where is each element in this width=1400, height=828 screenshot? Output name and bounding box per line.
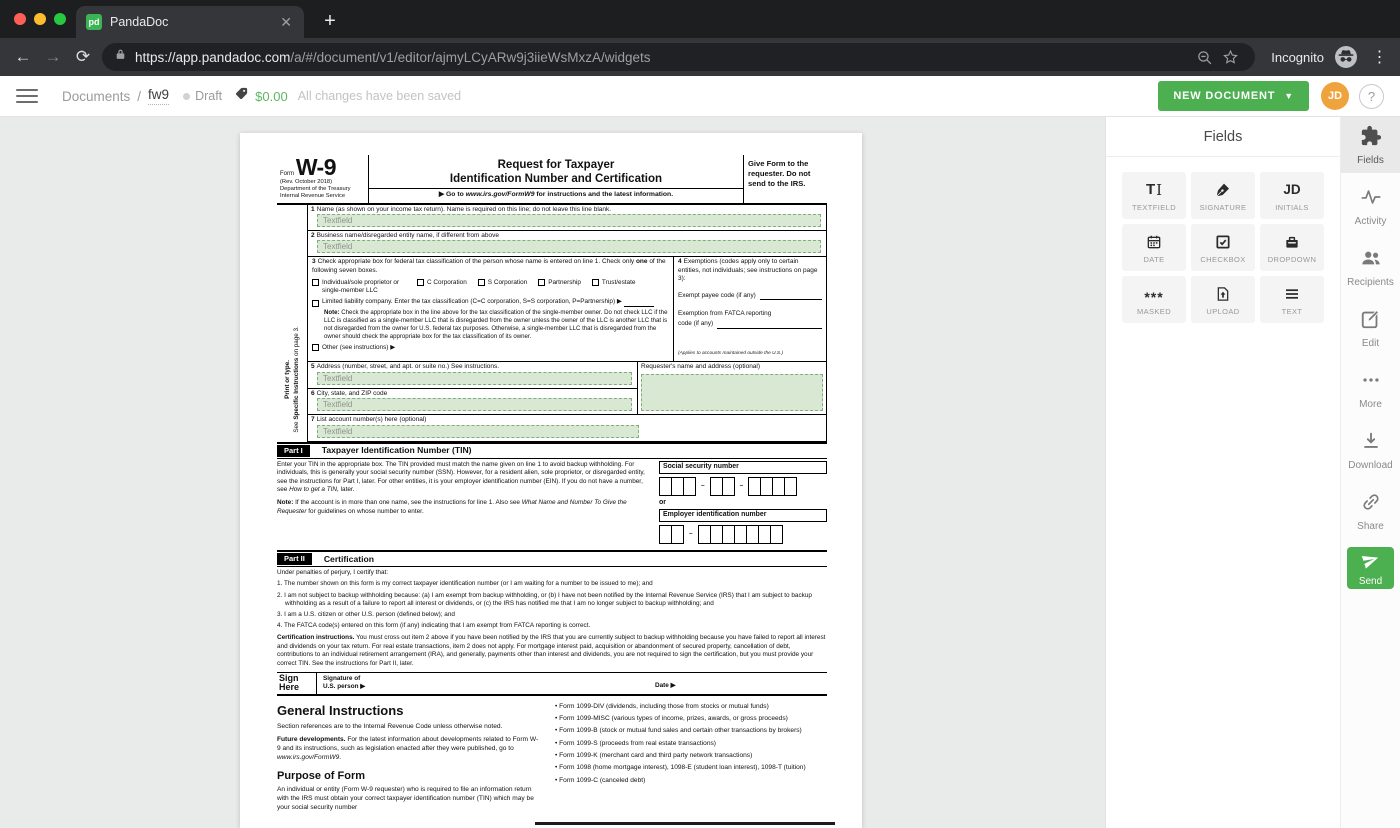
document-price[interactable]: $0.00 [255, 88, 288, 104]
w9-title-block [369, 155, 743, 203]
rail-item-more[interactable]: More [1341, 361, 1400, 417]
activity-pulse-icon [1360, 186, 1382, 213]
checkbox-other: Other (see instructions) ▶ [312, 344, 669, 352]
llc-classification-blank [624, 300, 654, 307]
textfield-icon: T I [1145, 180, 1163, 199]
checkbox-box-icon [417, 279, 424, 286]
window-minimize-button[interactable] [34, 13, 46, 25]
share-link-icon [1360, 491, 1382, 518]
part2-body [277, 567, 827, 671]
field-item-text[interactable]: TEXT [1260, 276, 1324, 323]
part1-body [277, 459, 827, 550]
upload-icon [1215, 284, 1231, 304]
tin-boxes [659, 461, 827, 546]
perjury-line: Under penalties of perjury, I certify that: [277, 569, 389, 577]
w9-line5-label: Address (number, street, and apt. or suite no.) See instructions. [316, 363, 500, 371]
checkbox-llc: Limited liability company. Enter the tax classification (C=C corporation, S=S corporation, P=Partnership) ▶ [312, 298, 669, 306]
edit-pencil-icon [1360, 308, 1382, 335]
back-button[interactable]: ← [14, 47, 32, 66]
sign-here-label: Sign Here [277, 673, 317, 694]
w9-line7-label: List account number(s) here (optional) [316, 416, 427, 424]
w9-line3-line4 [308, 257, 826, 362]
w9-line5: 5 Address (number, street, and apt. or suite no.) See instructions. Textfield [308, 362, 637, 384]
certification-instructions: Certification instructions. You must cross out item 2 above if you have been notified by the IRS that you are currently subject to backup withholding because you have failed to report all interest and dividends on your tax return. For real estate transactions, item 2 does not apply. For mortgage interest paid, acquisition or abandonment of secured property, cancellation of debt, contributions to an individual retirement arrangement (IRA), and generally, payments other than interest and dividends, you are not required to sign the certification, but you must provide your correct TIN. See the instructions for Part II, later. [277, 634, 826, 667]
part2-chip: Part II [277, 553, 312, 565]
calendar-icon [1146, 232, 1162, 252]
breadcrumb-documents[interactable]: Documents [62, 88, 131, 104]
bullet-1098: • Form 1098 (home mortgage interest), 1098-E (student loan interest), 1098-T (tuition) [555, 764, 827, 773]
textfield-widget-city-state-zip[interactable]: Textfield [317, 398, 632, 411]
tax-classification-checkboxes [312, 279, 669, 295]
rail-item-share[interactable]: Share [1341, 483, 1400, 539]
url-domain: https://app.pandadoc.com [135, 49, 291, 65]
goto-link: www.irs.gov/FormW9 [465, 191, 535, 199]
w9-dept1: Department of the Treasury [280, 186, 351, 193]
goto-post: for instructions and the latest information. [534, 191, 674, 199]
app-header [0, 76, 1400, 117]
w9-form-name: W-9 [295, 154, 337, 180]
w9-dept2: Internal Revenue Service [280, 193, 346, 200]
puzzle-icon [1360, 125, 1382, 152]
checkbox-trust-estate: Trust/estate [592, 279, 636, 295]
part2-title: Certification [323, 553, 374, 564]
ssn-label: Social security number [659, 461, 827, 474]
fatca-line1: Exemption from FATCA reporting [678, 310, 772, 318]
browser-toolbar [0, 38, 1400, 76]
goto-pre: ▶ Go to [438, 191, 466, 199]
checkbox-c-corp: C Corporation [417, 279, 467, 295]
checkbox-partnership: Partnership [538, 279, 581, 295]
textfield-widget-address[interactable]: Textfield [317, 372, 632, 385]
window-zoom-button[interactable] [54, 13, 66, 25]
signature-pen-icon [1215, 180, 1231, 200]
section-references: Section references are to the Internal Revenue Code unless otherwise noted. [277, 723, 503, 731]
url-text [135, 50, 651, 65]
rail-item-fields[interactable]: Fields [1341, 117, 1400, 173]
textfield-widget-requester[interactable] [641, 374, 823, 411]
user-avatar[interactable]: JD [1321, 82, 1349, 110]
field-item-initials[interactable]: JD INITIALS [1260, 172, 1324, 219]
w9-title-line2: Identification Number and Certification [449, 172, 663, 185]
textfield-widget-name[interactable]: Textfield [317, 214, 821, 227]
checkbox-box-icon [312, 300, 319, 307]
recipients-people-icon [1360, 247, 1382, 274]
sign-here-row [277, 672, 827, 696]
w9-line2: 2 Business name/disregarded entity name, if different from above Textfield [308, 231, 826, 257]
part2-bar [277, 550, 827, 567]
future-developments: Future developments. For the latest information about developments related to Form W-9 and its instructions, such as legislation enacted after they were published, go to www.irs.gov/FormW9. [277, 736, 539, 762]
part1-note: Note: If the account is in more than one name, see the instructions for line 1. Also see What Name and Number To Give the Requester for guidelines on whose number to enter. [277, 499, 627, 515]
w9-give-form-note: Give Form to the requester. Do not send to the IRS. [743, 155, 827, 203]
exempt-payee-line: Exempt payee code (if any) [678, 292, 822, 300]
fatca-line2: code (if any) [678, 320, 822, 328]
textfield-widget-account-numbers[interactable]: Textfield [317, 425, 639, 438]
send-button[interactable]: Send [1347, 547, 1394, 589]
right-rail [1340, 117, 1400, 828]
new-document-button[interactable] [1158, 81, 1309, 111]
bookmark-star-icon[interactable] [1217, 44, 1243, 70]
general-instructions [277, 696, 827, 817]
chevron-down-icon: ▼ [1284, 91, 1294, 101]
price-tag-icon[interactable] [234, 86, 249, 106]
w9-header [277, 155, 827, 205]
w9-line4-label: Exemptions (codes apply only to certain entities, not individuals; see instructions on page 3): [678, 258, 818, 283]
breadcrumb-separator: / [137, 88, 142, 104]
pandadoc-favicon: pd [86, 14, 102, 30]
bullet-1099-s: • Form 1099-S (proceeds from real estate transactions) [555, 740, 827, 749]
dropdown-icon [1284, 232, 1300, 252]
more-dots-icon [1360, 369, 1382, 396]
checkbox-box-icon [312, 344, 319, 351]
w9-line4-exemptions: 4 Exemptions (codes apply only to certain entities, not individuals; see instructions on page 3): Exempt payee code (if any) Exemption from FATCA reporting code (if any) (Applies to accounts maintained outside the U.S.) [674, 257, 826, 361]
gutter-see-instructions: See Specific Instructions on page 3. [293, 326, 301, 433]
ssn-cells: – – [659, 477, 827, 496]
incognito-icon[interactable] [1334, 45, 1358, 69]
bullet-1099-k: • Form 1099-K (merchant card and third party network transactions) [555, 752, 827, 761]
w9-rows [284, 205, 827, 442]
autosave-status: All changes have been saved [297, 89, 462, 103]
checkbox-icon [1215, 232, 1231, 252]
hamburger-menu-icon[interactable] [16, 89, 38, 103]
checkbox-box-icon [538, 279, 545, 286]
help-button[interactable]: ? [1359, 84, 1384, 109]
lock-icon [114, 47, 127, 67]
w9-revision: (Rev. October 2018) [280, 178, 333, 185]
w9-left-gutter [278, 260, 307, 500]
cert-item-4: 4. The FATCA code(s) entered on this form (if any) indicating that I am exempt from FATCA reporting is correct. [277, 622, 591, 630]
field-item-date[interactable]: DATE [1122, 224, 1186, 271]
incognito-label: Incognito [1271, 49, 1324, 65]
cert-item-3: 3. I am a U.S. citizen or other U.S. person (defined below); and [277, 611, 455, 619]
tab-close-icon[interactable]: ✕ [280, 13, 292, 30]
w9-title-line1: Request for Taxpayer [497, 159, 615, 171]
page-bottom-rule [535, 822, 835, 825]
checkbox-box-icon [312, 279, 319, 286]
gutter-print-or-type: Print or type. [284, 360, 292, 399]
field-item-checkbox[interactable]: CHECKBOX [1191, 224, 1255, 271]
cert-item-1: 1. The number shown on this form is my correct taxpayer identification number (or I am waiting for a number to be issued to me); and [277, 580, 653, 588]
new-document-label: NEW DOCUMENT [1173, 90, 1276, 102]
fields-grid [1106, 157, 1340, 323]
browser-menu-icon[interactable]: ⋮ [1371, 49, 1389, 66]
new-tab-button[interactable]: + [324, 10, 336, 32]
bullet-1099-c: • Form 1099-C (canceled debt) [555, 777, 827, 786]
forward-button[interactable]: → [44, 47, 62, 66]
field-item-textfield[interactable]: T I TEXTFIELD [1122, 172, 1186, 219]
document-page[interactable] [240, 133, 862, 828]
w9-line7: 7 List account number(s) here (optional) Textfield [308, 415, 826, 441]
w9-line1-label: Name (as shown on your income tax return). Name is required on this line; do not leave this line blank. [316, 205, 612, 213]
field-item-upload[interactable]: UPLOAD [1191, 276, 1255, 323]
status-badge: Draft [195, 89, 223, 103]
window-controls [14, 13, 66, 25]
text-lines-icon [1284, 284, 1300, 304]
field-item-masked[interactable]: *** MASKED [1122, 276, 1186, 323]
requester-label: Requester's name and address (optional) [641, 363, 761, 371]
checkbox-box-icon [592, 279, 599, 286]
send-plane-icon [1361, 550, 1381, 575]
field-item-signature[interactable]: SIGNATURE [1191, 172, 1255, 219]
rail-item-edit[interactable]: Edit [1341, 300, 1400, 356]
form-bullet-list [555, 703, 827, 817]
tab-title: PandaDoc [110, 15, 169, 29]
exempt-payee-blank [760, 293, 822, 300]
bullet-1099-b: • Form 1099-B (stock or mutual fund sales and certain other transactions by brokers) [555, 727, 827, 736]
or-label: or [659, 498, 666, 506]
w9-line3-note: Note: Check the appropriate box in the line above for the tax classification of the single-member owner. Do not check LLC if the LLC is classified as a single-member LLC that is disregarded from the owner unless the owner of the LLC is another LLC that is not disregarded from the owner for U.S. federal tax purposes. Otherwise, a single-member LLC that is disregarded from the owner should check the appropriate box for the tax classification of its owner. [324, 308, 668, 340]
w9-form-number-block [277, 155, 369, 203]
browser-tabstrip [0, 0, 1400, 38]
purpose-of-form-title: Purpose of Form [277, 769, 366, 782]
ein-label: Employer identification number [659, 509, 827, 522]
address-bar[interactable] [102, 43, 1255, 71]
rail-item-recipients[interactable]: Recipients [1341, 239, 1400, 295]
w9-line1: 1 Name (as shown on your income tax return). Name is required on this line; do not leave this line blank. Textfield [308, 205, 826, 231]
signature-of-label: Signature of U.S. person ▶ [323, 674, 366, 690]
date-label: Date ▶ [655, 681, 676, 689]
w9-line6: 6 City, state, and ZIP code Textfield [308, 388, 637, 411]
editor-workspace [0, 117, 1400, 828]
fields-panel [1105, 117, 1340, 828]
w9-form [277, 155, 827, 817]
masked-icon: *** [1144, 289, 1164, 305]
checkbox-individual: Individual/sole proprietor or single-member LLC [312, 279, 409, 295]
zoom-out-icon[interactable] [1191, 44, 1217, 70]
initials-icon: JD [1283, 182, 1301, 197]
window-close-button[interactable] [14, 13, 26, 25]
checkbox-box-icon [478, 279, 485, 286]
download-icon [1360, 430, 1382, 457]
bullet-1099-div: • Form 1099-DIV (dividends, including those from stocks or mutual funds) [555, 703, 827, 712]
field-item-dropdown[interactable]: DROPDOWN [1260, 224, 1324, 271]
part1-paragraph1: Enter your TIN in the appropriate box. The TIN provided must match the name given on line 1 to avoid backup withholding. For individuals, this is generally your social security number (SSN). However, for a resident alien, sole proprietor, or disregarded entity, see the instructions for Part I, later. For other entities, it is your employer identification number (EIN). If you do not have a number, see How to get a TIN, later. [277, 460, 645, 494]
ein-cells: – [659, 525, 827, 544]
fields-panel-title: Fields [1106, 117, 1340, 157]
w9-goto-line [369, 188, 743, 203]
rail-item-activity[interactable]: Activity [1341, 178, 1400, 234]
fatca-blank [717, 322, 822, 329]
w9-line6-label: City, state, and ZIP code [316, 389, 388, 397]
browser-tab[interactable] [76, 6, 304, 38]
w9-line2-label: Business name/disregarded entity name, if different from above [316, 231, 499, 239]
w9-line5-line6 [308, 362, 826, 415]
purpose-paragraph: An individual or entity (Form W-9 requester) who is required to file an information return with the IRS must obtain your correct taxpayer identification number (TIN) which may be your social security number [277, 786, 534, 812]
w9-requester-block [638, 362, 826, 414]
textfield-widget-business-name[interactable]: Textfield [317, 240, 821, 253]
general-instructions-title: General Instructions [277, 702, 404, 718]
part1-title: Taxpayer Identification Number (TIN) [321, 445, 472, 456]
w9-form-word: Form [280, 171, 294, 177]
checkbox-s-corp: S Corporation [478, 279, 527, 295]
applies-note: (Applies to accounts maintained outside the U.S.) [678, 351, 784, 357]
bullet-1099-misc: • Form 1099-MISC (various types of income, prizes, awards, or gross proceeds) [555, 715, 827, 724]
status-dot [183, 93, 190, 100]
cert-item-2: 2. I am not subject to backup withholding because: (a) I am exempt from backup withholding, or (b) I have not been notified by the Internal Revenue Service (IRS) that I am subject to backup withholding as a result of a failure to report all interest or dividends, or (c) the IRS has notified me that I am no longer subject to backup withholding; and [277, 591, 812, 608]
w9-line3: 3 Check appropriate box for federal tax classification of the person whose name is entered on line 1. Check only one of the following seven boxes. Individual/sole proprietor or single-member LLC C Corporation S Corporation Partnership Trust/estate Limited liability company. Enter the tax classification (C=C corporation, S=S corporation, P=Partnership) ▶ Note: Check the appropriate box in the line above for the tax classification of the single-member owner. Do not check LLC if the LLC is classified as a single-member LLC that is disregarded from the owner unless the owner of the LLC is another LLC that is not disregarded from the owner for U.S. federal tax purposes. Otherwise, a single-member LLC that is disregarded from the owner should check the appropriate box for the tax classification of its owner. Other (see instructions) ▶ [308, 257, 674, 361]
part1-bar [277, 442, 827, 459]
url-path: /a/#/document/v1/editor/ajmyLCyARw9j3iieWsMxzA/widgets [290, 49, 651, 65]
part1-chip: Part I [277, 445, 310, 457]
rail-item-download[interactable]: Download [1341, 422, 1400, 478]
reload-button[interactable]: ⟳ [75, 47, 91, 66]
document-name[interactable]: fw9 [148, 87, 169, 105]
